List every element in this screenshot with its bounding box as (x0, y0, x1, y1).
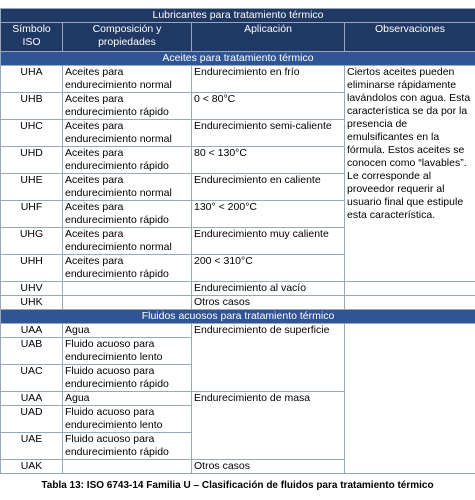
composition: Agua (63, 392, 192, 406)
iso-symbol: UHV (1, 282, 63, 296)
application: 0 < 80°C (192, 93, 345, 120)
table-row (1, 282, 475, 296)
application: Endurecimiento al vacío (192, 282, 345, 296)
composition: Aceites para endurecimiento rápido (63, 255, 192, 282)
composition (63, 296, 192, 310)
classification-table (0, 8, 475, 474)
application: Endurecimiento en frío (192, 66, 345, 93)
col-header-symbol: Símbolo ISO (1, 23, 63, 52)
iso-symbol: UAE (1, 433, 63, 460)
iso-symbol: UHF (1, 201, 63, 228)
iso-symbol: UAD (1, 406, 63, 433)
section-header-aqueous: Fluidos acuosos para tratamiento térmico (1, 310, 475, 324)
iso-symbol: UAB (1, 338, 63, 365)
composition (63, 460, 192, 474)
iso-symbol: UHE (1, 174, 63, 201)
observations-empty (345, 282, 475, 296)
table-title-row (1, 9, 475, 23)
composition: Fluido acuoso para endurecimiento lento (63, 338, 192, 365)
application: 130° < 200°C (192, 201, 345, 228)
observations-empty (345, 296, 475, 310)
application-group: Endurecimiento de masa (192, 392, 345, 460)
composition (63, 282, 192, 296)
application-group: Endurecimiento de superficie (192, 324, 345, 392)
table-row (1, 66, 475, 93)
composition: Aceites para endurecimiento normal (63, 66, 192, 93)
composition: Agua (63, 324, 192, 338)
iso-symbol: UHD (1, 147, 63, 174)
composition: Aceites para endurecimiento normal (63, 174, 192, 201)
table-caption: Tabla 13: ISO 6743-14 Familia U – Clasificación de fluidos para tratamiento térmico (41, 480, 434, 491)
application: 80 < 130°C (192, 147, 345, 174)
iso-symbol: UHK (1, 296, 63, 310)
iso-symbol: UAA (1, 324, 63, 338)
iso-symbol: UHA (1, 66, 63, 93)
column-header-row (1, 23, 475, 52)
iso-symbol: UAK (1, 460, 63, 474)
table-row (1, 324, 475, 338)
application: Otros casos (192, 460, 345, 474)
composition: Aceites para endurecimiento normal (63, 228, 192, 255)
application: Endurecimiento en caliente (192, 174, 345, 201)
iso-symbol: UAA (1, 392, 63, 406)
application: 200 < 310°C (192, 255, 345, 282)
application: Endurecimiento semi-caliente (192, 120, 345, 147)
section-header-oils: Aceites para tratamiento térmico (1, 52, 475, 66)
table-row (1, 296, 475, 310)
composition: Aceites para endurecimiento rápido (63, 147, 192, 174)
col-header-application: Aplicación (192, 23, 345, 52)
composition: Fluido acuoso para endurecimiento rápido (63, 433, 192, 460)
observations-text: Ciertos aceites pueden eliminarse rápidamente lavándolos con agua. Esta característica se da por la presencia de emulsificantes en la fórmula. Estos aceites se conocen como “lavables”. Le corresponde al proveedor requerir al usuario final que estipule esta característica. (345, 66, 475, 282)
application: Endurecimiento muy caliente (192, 228, 345, 255)
composition: Aceites para endurecimiento rápido (63, 201, 192, 228)
col-header-observations: Observaciones (345, 23, 475, 52)
composition: Aceites para endurecimiento normal (63, 120, 192, 147)
table-title: Lubricantes para tratamiento térmico (1, 9, 475, 23)
composition: Fluido acuoso para endurecimiento lento (63, 406, 192, 433)
composition: Fluido acuoso para endurecimiento rápido (63, 365, 192, 392)
iso-symbol: UHH (1, 255, 63, 282)
col-header-composition: Composición y propiedades (63, 23, 192, 52)
iso-symbol: UHB (1, 93, 63, 120)
observations-empty (345, 324, 475, 474)
iso-symbol: UHG (1, 228, 63, 255)
composition: Aceites para endurecimiento rápido (63, 93, 192, 120)
iso-symbol: UHC (1, 120, 63, 147)
application: Otros casos (192, 296, 345, 310)
iso-symbol: UAC (1, 365, 63, 392)
